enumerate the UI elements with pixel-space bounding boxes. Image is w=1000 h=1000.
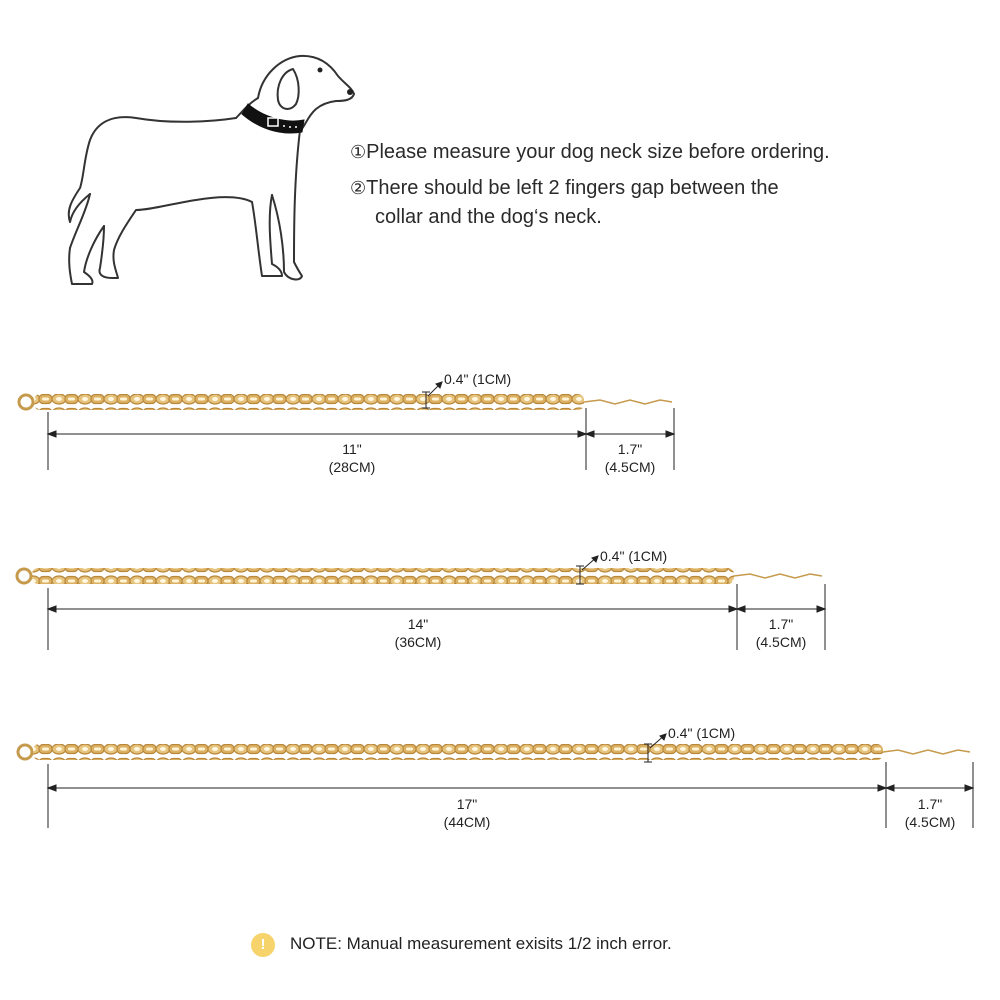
chain-1-ext-in: 1.7" [617,441,643,457]
chain-2-width-label: 0.4" (1CM) [600,548,668,564]
note-text: NOTE: Manual measurement exisits 1/2 inch error. [290,934,672,953]
chain-2-ext-cm: (4.5CM) [755,634,807,650]
instruction-1-number: ① [350,142,367,162]
chain-1-ext-cm: (4.5CM) [604,459,656,475]
chain-1-length-in: 11" [342,441,362,457]
chain-2-ext-in: 1.7" [768,616,794,632]
chain-1-length-cm: (28CM) [328,459,376,475]
chain-2-length-cm: (36CM) [394,634,442,650]
chain-3-length-cm: (44CM) [443,814,491,830]
chain-3-length-in: 17" [456,796,478,812]
instruction-2-text: There should be left 2 fingers gap between the [366,177,779,199]
instruction-2-number: ② [350,178,367,198]
chain-3-width-label: 0.4" (1CM) [668,725,736,741]
chain-1-width-label: 0.4" (1CM) [444,371,512,387]
instruction-2-line2: collar and the dog‘s neck. [375,206,602,228]
instruction-1-text: Please measure your dog neck size before ordering. [366,141,830,163]
chain-3-ext-in: 1.7" [917,796,943,812]
warning-icon: ! [251,933,275,957]
chain-3-ext-cm: (4.5CM) [904,814,956,830]
chain-2-length-in: 14" [407,616,429,632]
